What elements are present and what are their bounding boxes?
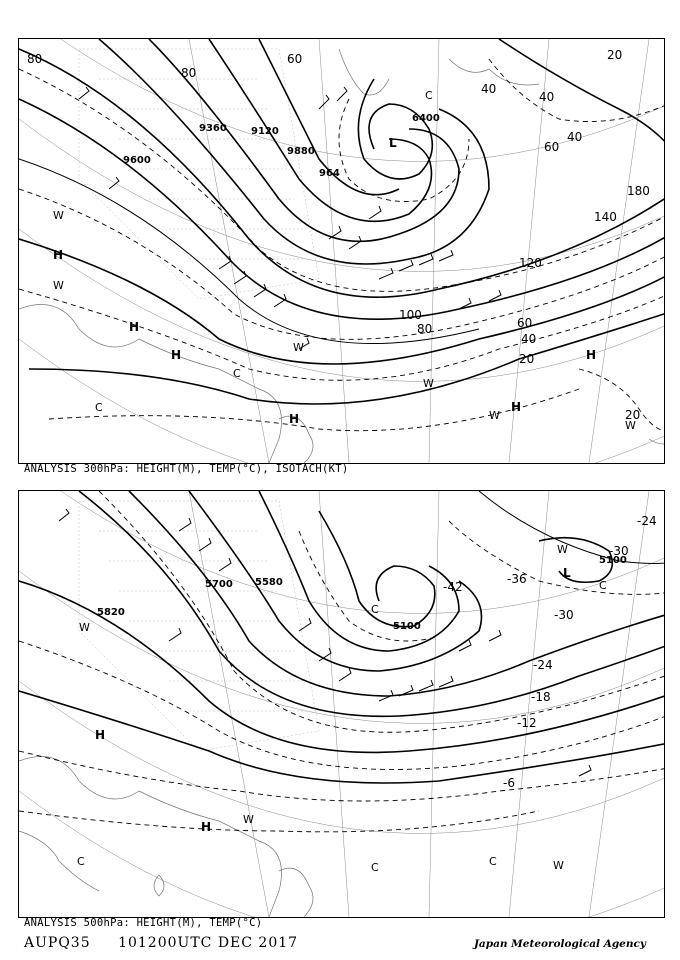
high-center-marker: H <box>129 320 140 334</box>
height-label: 5700 <box>205 579 233 590</box>
isotach-label: 20 <box>607 48 623 62</box>
warm-core-marker: W <box>243 813 254 826</box>
low-center-marker: L <box>389 136 397 150</box>
warm-core-marker: W <box>293 341 304 354</box>
high-center-marker: H <box>95 728 106 742</box>
isotherm-label: -42 <box>443 580 463 594</box>
height-label: 5100 <box>393 621 421 632</box>
cold-core-marker: C <box>425 89 433 102</box>
isotach-label: 40 <box>521 332 537 346</box>
isotherm-label: -36 <box>507 572 527 586</box>
map-300hpa-svg <box>19 39 664 463</box>
high-center-marker: H <box>586 348 597 362</box>
coastlines <box>19 757 313 918</box>
cold-core-marker: C <box>77 855 85 868</box>
warm-core-marker: W <box>557 543 568 556</box>
low-center-marker: L <box>563 566 571 580</box>
panel-caption-500hpa: ANALYSIS 500hPa: HEIGHT(M), TEMP(°C) <box>24 917 263 929</box>
height-label: 964 <box>319 168 340 179</box>
high-center-marker: H <box>511 400 522 414</box>
coastlines <box>19 49 664 463</box>
pressure-centers <box>77 543 607 874</box>
height-label: 9360 <box>199 123 227 134</box>
height-label: 5100 <box>599 555 627 566</box>
cold-core-marker: C <box>599 579 607 592</box>
isotach-label: 60 <box>287 52 303 66</box>
height-label: 5820 <box>97 607 125 618</box>
isotach-label: 100 <box>399 308 422 322</box>
high-center-marker: H <box>289 412 300 426</box>
high-center-marker: H <box>201 820 212 834</box>
isotach-label: 80 <box>27 52 43 66</box>
cold-core-marker: C <box>371 603 379 616</box>
isotach-label: 40 <box>567 130 583 144</box>
map-500hpa-svg <box>19 491 664 917</box>
height-label: 5580 <box>255 577 283 588</box>
cold-core-marker: C <box>489 855 497 868</box>
height-label: 9880 <box>287 146 315 157</box>
isotach-label: 60 <box>544 140 560 154</box>
agency-credit: Japan Meteorological Agency <box>473 938 646 950</box>
height-label: 6400 <box>412 113 440 124</box>
height-contours <box>19 39 664 404</box>
warm-core-marker: W <box>53 279 64 292</box>
high-center-marker: H <box>171 348 182 362</box>
isotach-label: 40 <box>539 90 555 104</box>
cold-core-marker: C <box>371 861 379 874</box>
map-panel-300hpa <box>18 38 665 464</box>
isotherm-label: -30 <box>554 608 574 622</box>
height-label: 9600 <box>123 155 151 166</box>
height-contours <box>19 491 664 783</box>
lat-lon-grid <box>19 39 664 463</box>
warm-core-marker: W <box>625 419 636 432</box>
height-label: 9120 <box>251 126 279 137</box>
warm-core-marker: W <box>53 209 64 222</box>
warm-core-marker: W <box>79 621 90 634</box>
height-labels <box>97 555 627 632</box>
isotach-label: 20 <box>519 352 535 366</box>
isotach-label: 60 <box>517 316 533 330</box>
isotach-label: 140 <box>594 210 617 224</box>
warm-core-marker: W <box>489 409 500 422</box>
isotach-label: 80 <box>417 322 433 336</box>
isotherm-label: -6 <box>503 776 515 790</box>
isotherm-label: -18 <box>531 690 551 704</box>
isotach-label: 20 <box>625 408 641 422</box>
isotherm-label: -24 <box>637 514 657 528</box>
valid-time: 101200UTC DEC 2017 <box>118 935 299 951</box>
isotherm-label: -30 <box>609 544 629 558</box>
chart-identifier <box>24 935 320 951</box>
isotach-label: 120 <box>519 256 542 270</box>
warm-core-marker: W <box>553 859 564 872</box>
panel-caption-300hpa: ANALYSIS 300hPa: HEIGHT(M), TEMP(°C), ISOTACH(KT) <box>24 463 349 475</box>
wind-barbs <box>59 509 591 776</box>
isotherm-label: -24 <box>533 658 553 672</box>
cold-core-marker: C <box>233 367 241 380</box>
isotach-label: 180 <box>627 184 650 198</box>
chart-code: AUPQ35 <box>24 935 91 951</box>
isotach-labels <box>27 48 650 422</box>
isotach-label: 40 <box>481 82 497 96</box>
map-panel-500hpa <box>18 490 665 918</box>
warm-core-marker: W <box>423 377 434 390</box>
cold-core-marker: C <box>95 401 103 414</box>
isotach-label: 80 <box>181 66 197 80</box>
isotherm-labels <box>443 514 657 790</box>
high-center-marker: H <box>53 248 64 262</box>
isotherm-label: -12 <box>517 716 537 730</box>
